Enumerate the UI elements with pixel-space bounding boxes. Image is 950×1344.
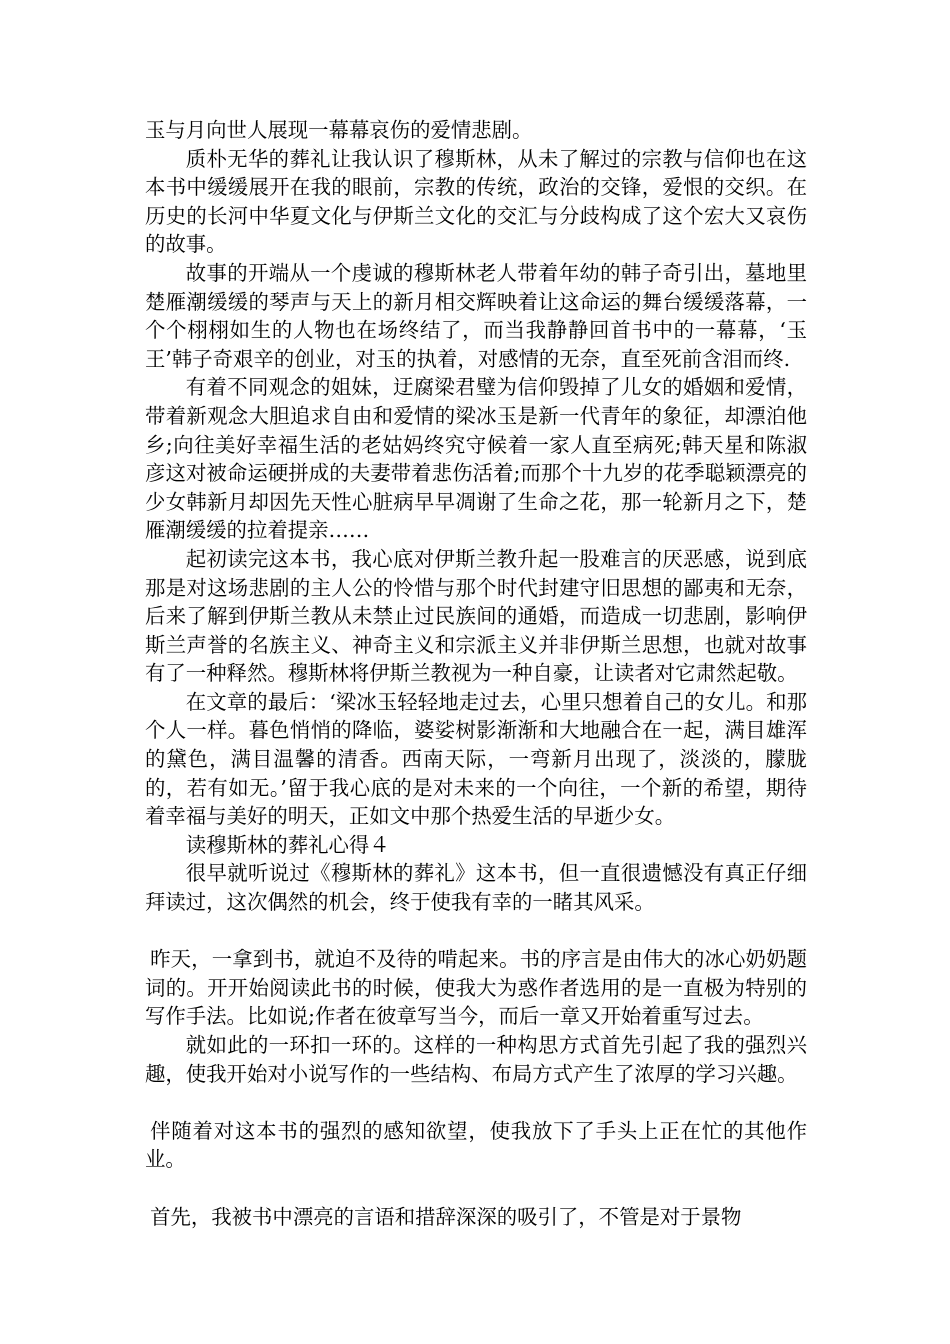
blank-line <box>145 917 807 946</box>
paragraph-2: 质朴无华的葬礼让我认识了穆斯林，从未了解过的宗教与信仰也在这本书中缓缓展开在我的眼前，宗教的传统，政治的交锋，爱恨的交织。在历史的长河中华夏文化与伊斯兰文化的交汇与分歧构成了这个宏大又哀伤的故事。 <box>145 146 807 257</box>
document-page <box>145 116 807 1231</box>
paragraph-1: 玉与月向世人展现一幕幕哀伤的爱情悲剧。 <box>145 118 533 142</box>
blank-line <box>145 1088 807 1117</box>
paragraph-10: 伴随着对这本书的强烈的感知欲望，使我放下了手头上正在忙的其他作业。 <box>145 1118 807 1172</box>
section-heading: 读穆斯林的葬礼心得４ <box>185 832 390 857</box>
paragraph-3: 故事的开端从一个虔诚的穆斯林老人带着年幼的韩子奇引出，墓地里楚雁潮缓缓的琴声与天上的新月相交辉映着让这命运的舞台缓缓落幕，一个个栩栩如生的人物也在场终结了，而当我静静回首书中的一幕幕，‘玉王’韩子奇艰辛的创业，对玉的执着，对感情的无奈，直至死前含泪而终. <box>145 260 807 371</box>
paragraph-7: 很早就听说过《穆斯林的葬礼》这本书，但一直很遗憾没有真正仔细拜读过，这次偶然的机会，终于使我有幸的一睹其风采。 <box>145 861 807 915</box>
paragraph-11: 首先，我被书中漂亮的言语和措辞深深的吸引了，不管是对于景物 <box>150 1204 742 1229</box>
paragraph-8: 昨天，一拿到书，就迫不及待的啃起来。书的序言是由伟大的冰心奶奶题词的。开开始阅读此书的时候，使我大为惑作者选用的是一直极为特别的写作手法。比如说;作者在彼章写当今，而后一章又开始着重写过去。 <box>145 947 807 1029</box>
paragraph-9: 就如此的一环扣一环的。这样的一种构思方式首先引起了我的强烈兴趣，使我开始对小说写作的一些结构、布局方式产生了浓厚的学习兴趣。 <box>145 1033 807 1086</box>
paragraph-6: 在文章的最后：‘梁冰玉轻轻地走过去，心里只想着自己的女儿。和那个人一样。暮色悄悄的降临，婆娑树影渐渐和大地融合在一起，满目雄浑的黛色，满目温馨的清香。西南天际，一弯新月出现了，淡淡的，朦胧的，若有如无。’留于我心底的是对未来的一个向往，一个新的希望，期待着幸福与美好的明天，正如文中那个热爱生活的早逝少女。 <box>145 689 807 829</box>
paragraph-5: 起初读完这本书，我心底对伊斯兰教升起一股难言的厌恶感，说到底那是对这场悲剧的主人公的怜惜与那个时代封建守旧思想的鄙夷和无奈，后来了解到伊斯兰教从未禁止过民族间的通婚，而造成一切悲剧，影响伊斯兰声誉的名族主义、神奇主义和宗派主义并非伊斯兰思想，也就对故事有了一种释然。穆斯林将伊斯兰教视为一种自豪，让读者对它肃然起敬。 <box>145 546 807 686</box>
paragraph-4: 有着不同观念的姐妹，迂腐梁君璧为信仰毁掉了儿女的婚姻和爱情，带着新观念大胆追求自由和爱情的梁冰玉是新一代青年的象征，却漂泊他乡;向往美好幸福生活的老姑妈终究守候着一家人直至病死;韩天星和陈淑彦这对被命运硬拼成的夫妻带着悲伤活着;而那个十九岁的花季聪颖漂亮的少女韩新月却因先天性心脏病早早凋谢了生命之花，那一轮新月之下，楚雁潮缓缓的拉着提亲…… <box>145 375 807 543</box>
blank-line <box>145 1174 807 1203</box>
